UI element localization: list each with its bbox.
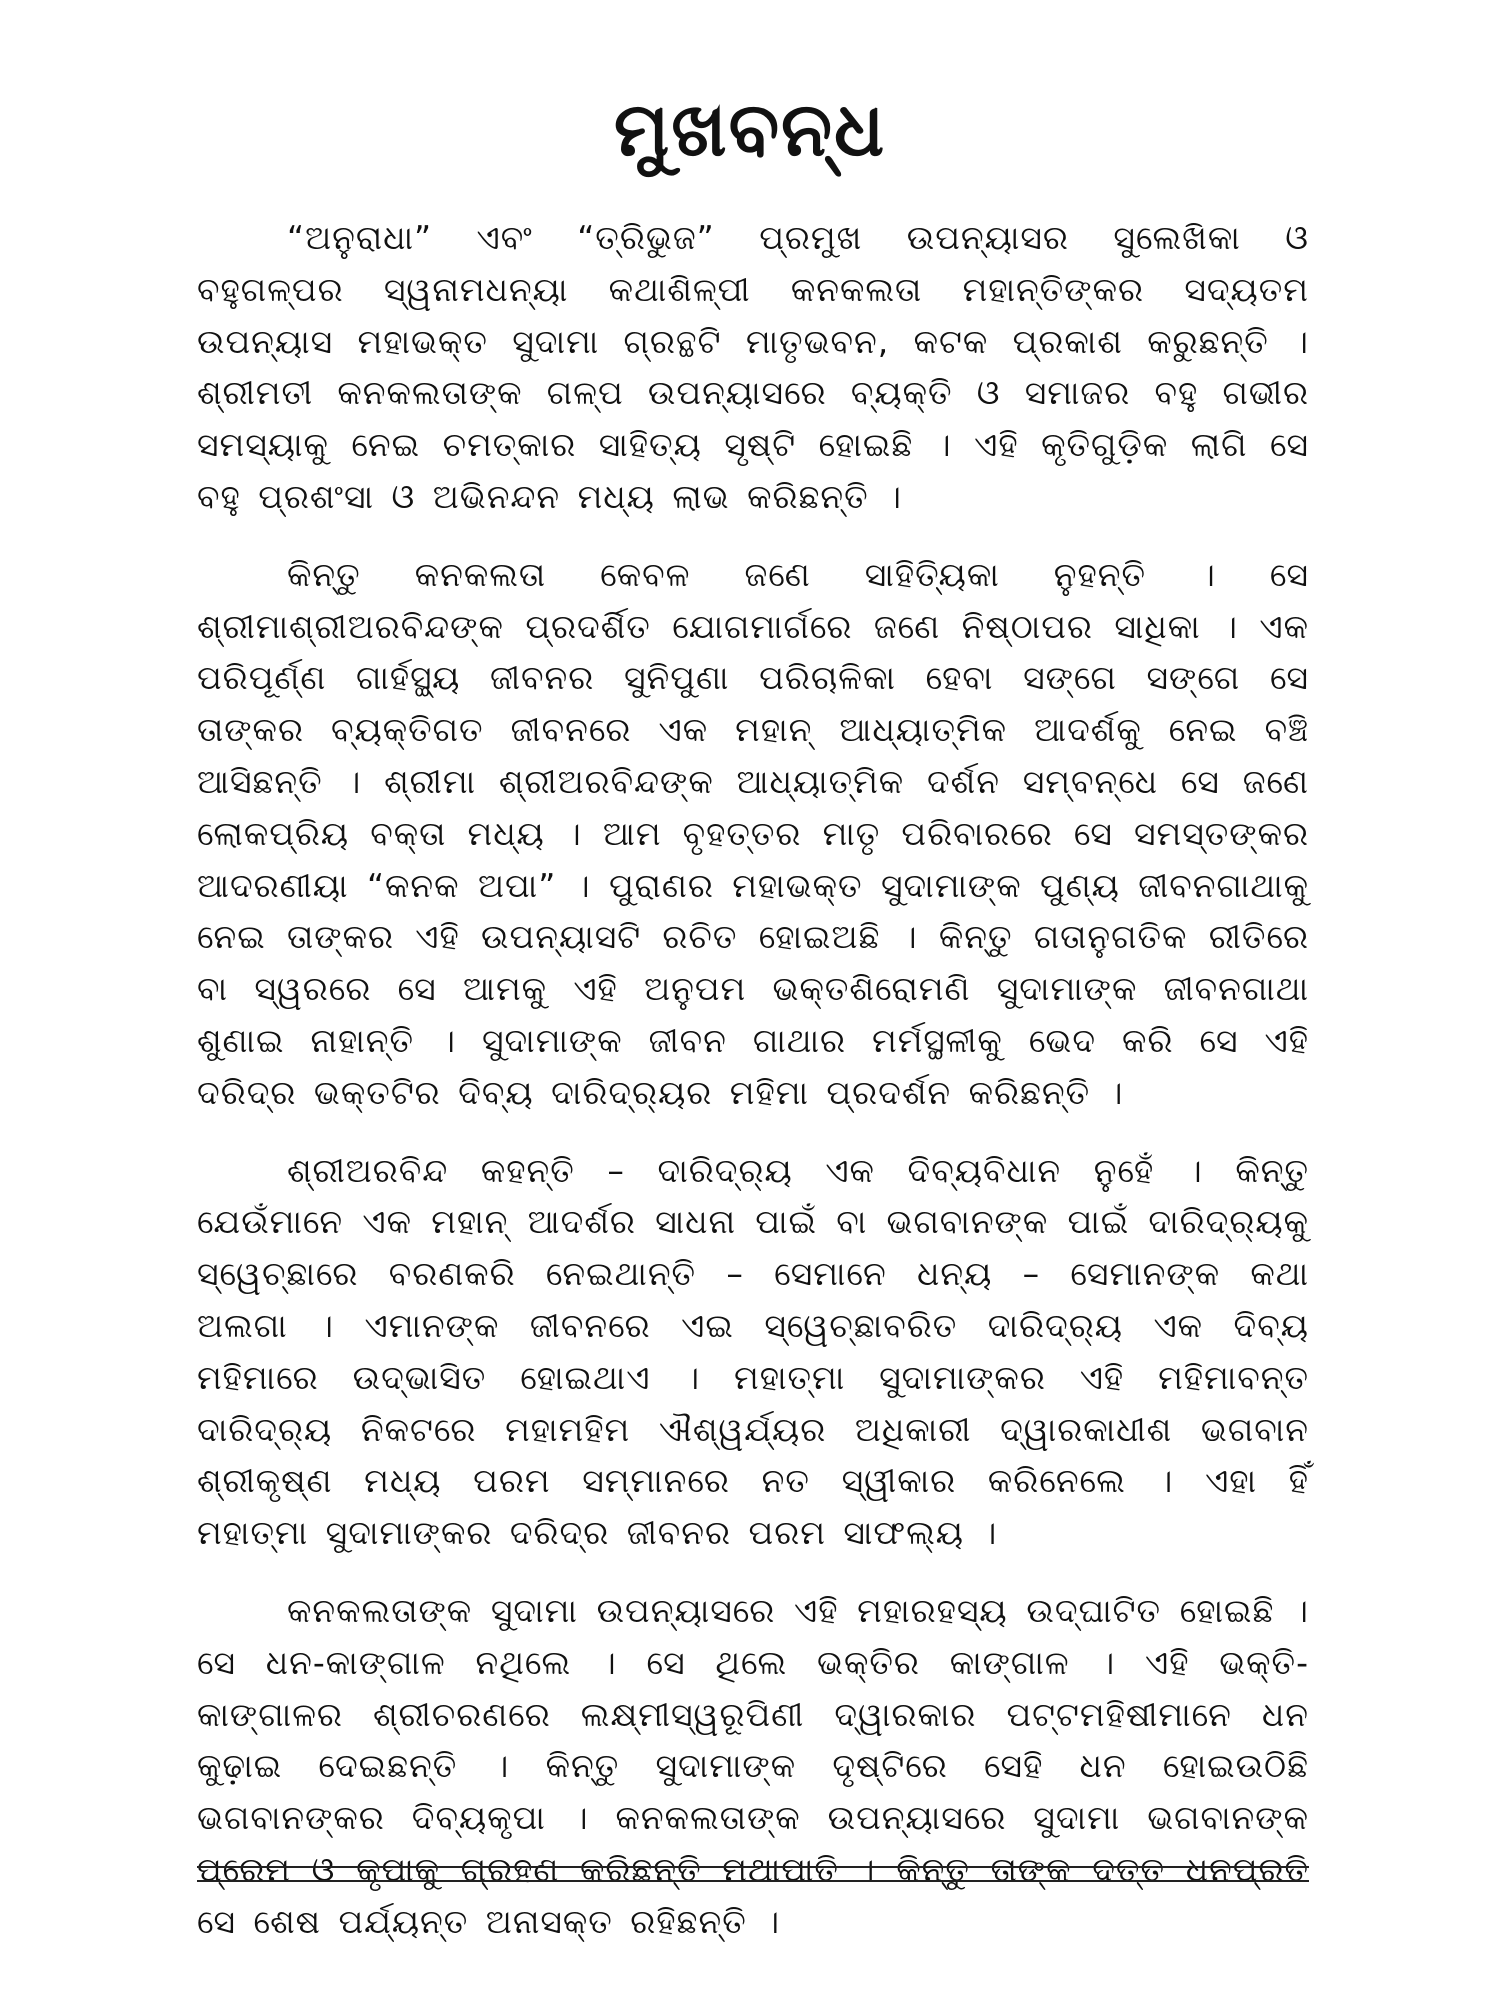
page-title: ମୁଖବନ୍ଧ bbox=[613, 87, 887, 173]
paragraph-4: କନକଲତାଙ୍କ ସୁଦାମା ଉପନ୍ୟାସରେ ଏହି ମହାରହସ୍ୟ ଉଦ୍‌ଘାଟିତ ହୋଇଛି । ସେ ଧନ-କାଙ୍ଗାଳ ନଥିଲେ । ସେ ଥିଲେ ଭକ୍ତିର କାଙ୍ଗାଳ । ଏହି ଭକ୍ତି-କାଙ୍ଗାଳର ଶ୍ରୀଚରଣରେ ଲକ୍ଷ୍ମୀସ୍ୱରୂପିଣୀ ଦ୍ୱାରକାର ପଟ୍ଟମହିଷୀମାନେ ଧନ କୁଢ଼ାଇ ଦେଇଛନ୍ତି । କିନ୍ତୁ ସୁଦାମାଙ୍କ ଦୃଷ୍ଟିରେ ସେହି ଧନ ହୋଇଉଠିଛି ଭଗବାନଙ୍କର ଦିବ୍ୟକୃପା । କନକଲତାଙ୍କ ଉପନ୍ୟାସରେ ସୁଦାମା ଭଗବାନଙ୍କ ପ୍ରେମ ଓ କୃପାକୁ ଗ୍ରହଣ କରିଛନ୍ତି ମଥାପାତି । କିନ୍ତୁ ତାଙ୍କ ଦତ୍ତ ଧନପ୍ରତି ସେ ଶେଷ ପର୍ଯ୍ୟନ୍ତ ଅନାସକ୍ତ ରହିଛନ୍ତି । bbox=[197, 1590, 1309, 1941]
preface-body bbox=[197, 212, 1309, 1974]
paragraph-2: କିନ୍ତୁ କନକଲତା କେବଳ ଜଣେ ସାହିତ୍ୟିକା ନୁହନ୍ତି । ସେ ଶ୍ରୀମାଶ୍ରୀଅରବିନ୍ଦଙ୍କ ପ୍ରଦର୍ଶିତ ଯୋଗମାର୍ଗରେ ଜଣେ ନିଷ୍ଠାପର ସାଧିକା । ଏକ ପରିପୂର୍ଣ୍ଣ ଗାର୍ହସ୍ଥ୍ୟ ଜୀବନର ସୁନିପୁଣା ପରିଚାଳିକା ହେବା ସଙ୍ଗେ ସଙ୍ଗେ ସେ ତାଙ୍କର ବ୍ୟକ୍ତିଗତ ଜୀବନରେ ଏକ ମହାନ୍ ଆଧ୍ୟାତ୍ମିକ ଆଦର୍ଶକୁ ନେଇ ବଞ୍ଚି ଆସିଛନ୍ତି । ଶ୍ରୀମା ଶ୍ରୀଅରବିନ୍ଦଙ୍କ ଆଧ୍ୟାତ୍ମିକ ଦର୍ଶନ ସମ୍ବନ୍ଧେ ସେ ଜଣେ ଲୋକପ୍ରିୟ ବକ୍ତା ମଧ୍ୟ । ଆମ ବୃହତ୍ତର ମାତୃ ପରିବାରରେ ସେ ସମସ୍ତଙ୍କର ଆଦରଣୀୟା “କନକ ଅପା” । ପୁରାଣର ମହାଭକ୍ତ ସୁଦାମାଙ୍କ ପୁଣ୍ୟ ଜୀବନଗାଥାକୁ ନେଇ ତାଙ୍କର ଏହି ଉପନ୍ୟାସଟି ରଚିତ ହୋଇଅଛି । କିନ୍ତୁ ଗତାନୁଗତିକ ରୀତିରେ ବା ସ୍ୱରରେ ସେ ଆମକୁ ଏହି ଅନୁପମ ଭକ୍ତଶିରୋମଣି ସୁଦାମାଙ୍କ ଜୀବନଗାଥା ଶୁଣାଇ ନାହାନ୍ତି । ସୁଦାମାଙ୍କ ଜୀବନ ଗାଥାର ମର୍ମସ୍ଥଳୀକୁ ଭେଦ କରି ସେ ଏହି ଦରିଦ୍ର ଭକ୍ତଟିର ଦିବ୍ୟ ଦାରିଦ୍ର୍ୟର ମହିମା ପ୍ରଦର୍ଶନ କରିଛନ୍ତି । bbox=[197, 554, 1309, 1112]
footer-rule-top bbox=[197, 1866, 1309, 1868]
paragraph-1: “ଅନୁରାଧା” ଏବଂ “ତ୍ରିଭୁଜ” ପ୍ରମୁଖ ଉପନ୍ୟାସର ସୁଲେଖିକା ଓ ବହୁଗଳ୍ପର ସ୍ୱନାମଧନ୍ୟା କଥାଶିଳ୍ପୀ କନକଲତା ମହାନ୍ତିଙ୍କର ସଦ୍ୟତମ ଉପନ୍ୟାସ ମହାଭକ୍ତ ସୁଦାମା ଗ୍ରନ୍ଥଟି ମାତୃଭବନ, କଟକ ପ୍ରକାଶ କରୁଛନ୍ତି । ଶ୍ରୀମତୀ କନକଲତାଙ୍କ ଗଳ୍ପ ଉପନ୍ୟାସରେ ବ୍ୟକ୍ତି ଓ ସମାଜର ବହୁ ଗଭୀର ସମସ୍ୟାକୁ ନେଇ ଚମତ୍କାର ସାହିତ୍ୟ ସୃଷ୍ଟି ହୋଇଛି । ଏହି କୃତିଗୁଡ଼ିକ ଲାଗି ସେ ବହୁ ପ୍ରଶଂସା ଓ ଅଭିନନ୍ଦନ ମଧ୍ୟ ଲାଭ କରିଛନ୍ତି । bbox=[197, 218, 1309, 516]
paragraph-3: ଶ୍ରୀଅରବିନ୍ଦ କହନ୍ତି – ଦାରିଦ୍ର୍ୟ ଏକ ଦିବ୍ୟବିଧାନ ନୁହେଁ । କିନ୍ତୁ ଯେଉଁମାନେ ଏକ ମହାନ୍ ଆଦର୍ଶର ସାଧନା ପାଇଁ ବା ଭଗବାନଙ୍କ ପାଇଁ ଦାରିଦ୍ର୍ୟକୁ ସ୍ୱେଚ୍ଛାରେ ବରଣକରି ନେଇଥାନ୍ତି – ସେମାନେ ଧନ୍ୟ – ସେମାନଙ୍କ କଥା ଅଲଗା । ଏମାନଙ୍କ ଜୀବନରେ ଏଇ ସ୍ୱେଚ୍ଛାବରିତ ଦାରିଦ୍ର୍ୟ ଏକ ଦିବ୍ୟ ମହିମାରେ ଉଦ୍‌ଭାସିତ ହୋଇଥାଏ । ମହାତ୍ମା ସୁଦାମାଙ୍କର ଏହି ମହିମାବନ୍ତ ଦାରିଦ୍ର୍ୟ ନିକଟରେ ମହାମହିମ ଐଶ୍ୱର୍ଯ୍ୟର ଅଧିକାରୀ ଦ୍ୱାରକାଧୀଶ ଭଗବାନ ଶ୍ରୀକୃଷ୍ଣ ମଧ୍ୟ ପରମ ସମ୍ମାନରେ ନତ ସ୍ୱୀକାର କରିନେଲେ । ଏହା ହିଁ ମହାତ୍ମା ସୁଦାମାଙ୍କର ଦରିଦ୍ର ଜୀବନର ପରମ ସାଫଲ୍ୟ । bbox=[197, 1150, 1309, 1553]
footer-rule-bottom bbox=[197, 1880, 1309, 1882]
